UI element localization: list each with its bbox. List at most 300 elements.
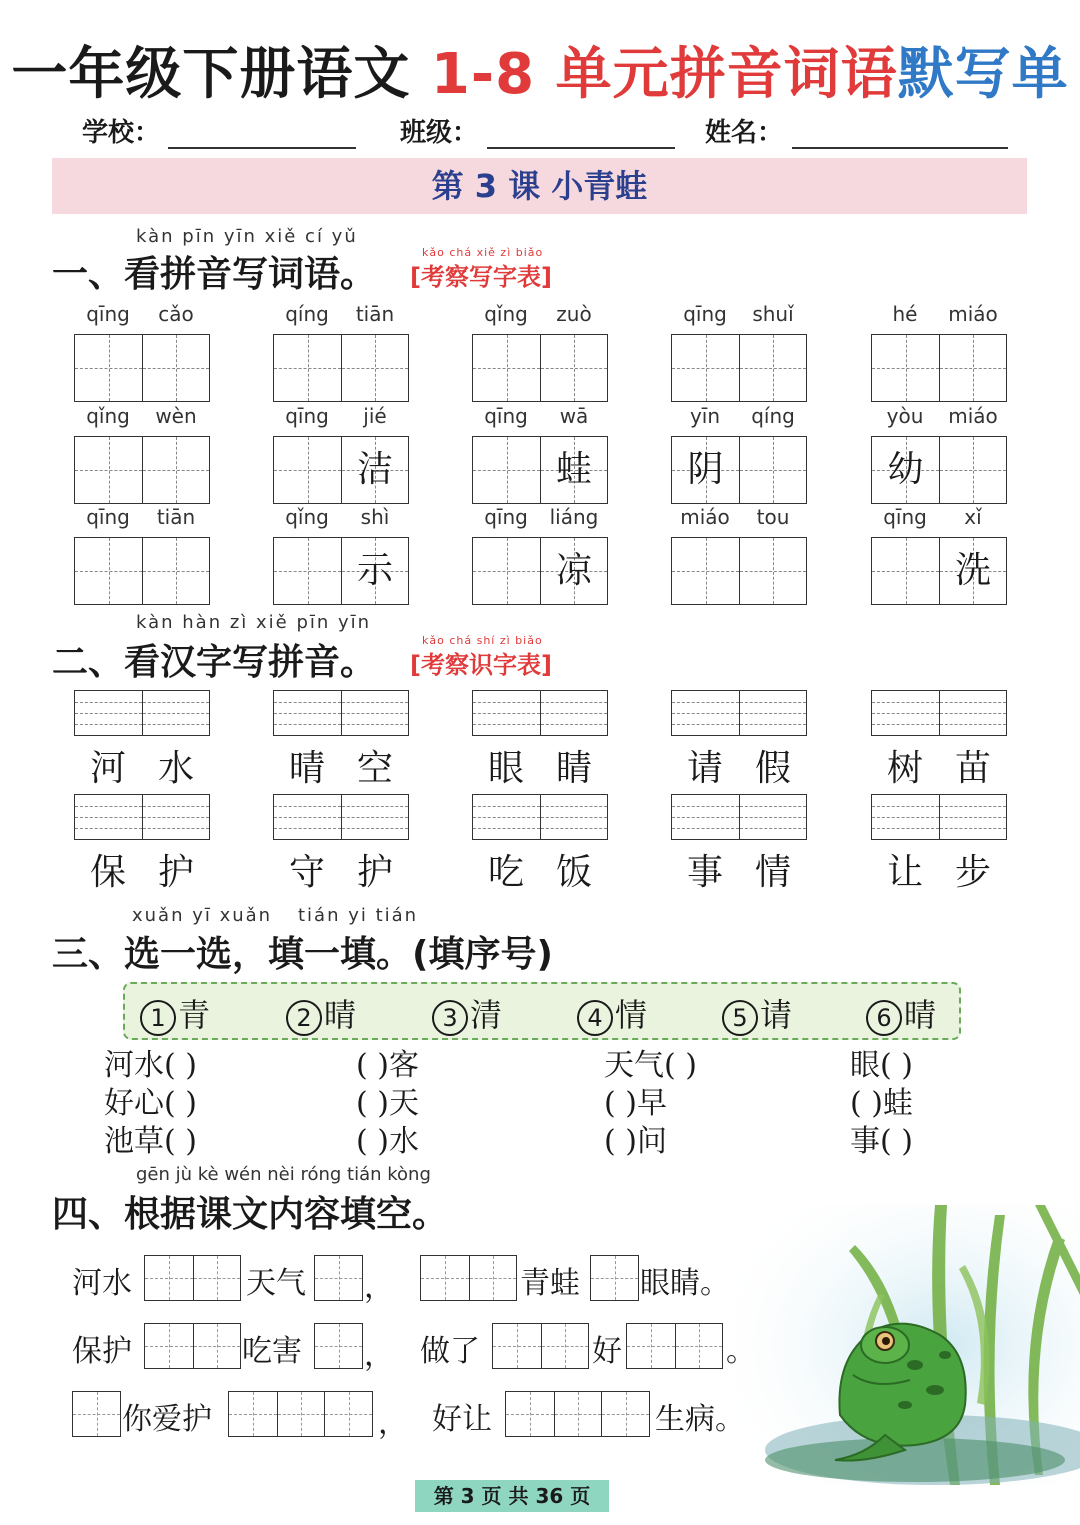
tianzige-box[interactable] — [871, 537, 1007, 605]
pinyin-syllable: qīng — [285, 404, 329, 428]
pinyin-syllable: qíng — [285, 302, 329, 326]
given-character — [143, 335, 209, 401]
hanzi-character: 假 — [754, 748, 791, 789]
word-item — [74, 302, 210, 402]
guide-line — [940, 724, 1006, 725]
option-character: 青 — [178, 996, 211, 1034]
answer-box[interactable] — [144, 1323, 241, 1369]
tianzige-cell[interactable] — [274, 538, 341, 604]
given-character: 凉 — [555, 550, 592, 591]
guide-line — [740, 724, 806, 725]
pinyin-syllable: qīng — [86, 505, 130, 529]
tianzige-cell[interactable] — [872, 538, 939, 604]
given-character — [473, 538, 540, 604]
tianzige-cell[interactable] — [473, 437, 540, 503]
answer-cell[interactable] — [493, 1324, 541, 1368]
answer-cell[interactable] — [675, 1324, 723, 1368]
pinyin-write-box[interactable] — [871, 690, 1007, 736]
word-item — [871, 404, 1007, 504]
pinyin-syllable: qīng — [883, 505, 927, 529]
answer-cell[interactable] — [554, 1392, 602, 1436]
hanzi-character: 树 — [886, 748, 923, 789]
tianzige-box[interactable] — [273, 334, 409, 402]
option-item — [722, 990, 792, 1036]
guide-line — [274, 724, 341, 725]
section1-note: [考察写字表] — [410, 263, 552, 291]
class-line[interactable] — [487, 147, 675, 149]
answer-box[interactable] — [228, 1391, 373, 1437]
answer-cell[interactable] — [541, 1324, 589, 1368]
option-item — [140, 990, 210, 1036]
word-item — [74, 505, 210, 605]
fill-blank-item[interactable]: ( )客 — [356, 1048, 419, 1083]
given-character — [872, 335, 939, 401]
guide-line — [473, 713, 540, 714]
tianzige-box[interactable] — [671, 537, 807, 605]
guide-line — [274, 713, 341, 714]
given-character — [274, 437, 341, 503]
pinyin-syllable: miáo — [948, 404, 998, 428]
given-character: 示 — [356, 550, 393, 591]
answer-box[interactable] — [626, 1323, 723, 1369]
pinyin-write-cell[interactable] — [739, 795, 806, 839]
answer-cell[interactable] — [469, 1256, 517, 1300]
pinyin-write-cell[interactable] — [142, 795, 209, 839]
pinyin-write-cell[interactable] — [939, 691, 1006, 735]
pinyin-syllable: qīng — [484, 505, 528, 529]
tianzige-cell[interactable] — [540, 335, 607, 401]
answer-cell[interactable] — [145, 1256, 193, 1300]
hanzi-character: 请 — [686, 748, 723, 789]
page-title — [0, 30, 1080, 110]
tianzige-cell[interactable] — [274, 437, 341, 503]
guide-line — [75, 702, 142, 703]
hanzi-character: 护 — [157, 852, 194, 893]
guide-line — [940, 806, 1006, 807]
sentence-text: 吃害 — [242, 1334, 302, 1369]
pinyin-write-cell[interactable] — [341, 795, 408, 839]
guide-line — [75, 713, 142, 714]
option-character: 晴 — [324, 996, 357, 1034]
given-character: 洁 — [356, 449, 393, 490]
pinyin-syllable: qīng — [86, 302, 130, 326]
tianzige-cell[interactable] — [142, 335, 209, 401]
name-label: 姓名： — [705, 118, 784, 148]
pinyin-pair — [273, 302, 409, 332]
guide-line — [143, 817, 209, 818]
tianzige-cell[interactable] — [872, 437, 939, 503]
pinyin-write-box[interactable] — [74, 794, 210, 840]
tianzige-cell[interactable] — [739, 437, 806, 503]
answer-cell[interactable] — [421, 1256, 469, 1300]
name-line[interactable] — [792, 147, 1008, 149]
pinyin-write-cell[interactable] — [872, 691, 939, 735]
hanzi-character: 护 — [356, 852, 393, 893]
tianzige-cell[interactable] — [341, 437, 408, 503]
tianzige-box[interactable] — [472, 334, 608, 402]
pinyin-syllable: miáo — [680, 505, 730, 529]
word-item — [273, 505, 409, 605]
tianzige-cell[interactable] — [739, 335, 806, 401]
answer-cell[interactable] — [506, 1392, 554, 1436]
page-footer: 第 3 页 共 36 页 — [415, 1480, 609, 1512]
pinyin-write-box[interactable] — [472, 794, 608, 840]
guide-line — [872, 828, 939, 829]
pinyin-write-cell[interactable] — [939, 795, 1006, 839]
tianzige-cell[interactable] — [540, 437, 607, 503]
pinyin-write-box[interactable] — [273, 794, 409, 840]
word-item — [273, 404, 409, 504]
guide-line — [940, 713, 1006, 714]
option-item — [286, 990, 356, 1036]
tianzige-cell[interactable] — [739, 538, 806, 604]
given-character — [274, 335, 341, 401]
fill-blank-item[interactable]: ( )蛙 — [850, 1086, 913, 1121]
tianzige-cell[interactable] — [672, 437, 739, 503]
guide-line — [541, 713, 607, 714]
guide-line — [75, 806, 142, 807]
school-label: 学校： — [82, 118, 161, 148]
guide-line — [541, 702, 607, 703]
given-character — [473, 437, 540, 503]
sentence-text: 河水 — [72, 1266, 132, 1301]
pinyin-syllable: wā — [559, 404, 589, 428]
tianzige-cell[interactable] — [75, 538, 142, 604]
tianzige-cell[interactable] — [939, 538, 1006, 604]
class-label: 班级： — [400, 118, 479, 148]
sentence-text: 保护 — [72, 1334, 132, 1369]
pinyin-pair — [273, 404, 409, 434]
guide-line — [473, 702, 540, 703]
guide-line — [342, 828, 408, 829]
guide-line — [940, 828, 1006, 829]
pinyin-syllable: wèn — [155, 404, 197, 428]
pinyin-syllable: qǐng — [484, 302, 528, 326]
pinyin-pair — [871, 505, 1007, 535]
pinyin-syllable: zuò — [556, 302, 592, 326]
answer-cell[interactable] — [601, 1392, 649, 1436]
answer-cell[interactable] — [229, 1392, 277, 1436]
hanzi-character: 水 — [157, 748, 194, 789]
section3-pinyin-2: tián yi tián — [298, 905, 419, 926]
guide-line — [672, 702, 739, 703]
section3-pinyin-1: xuǎn yī xuǎn — [132, 905, 273, 926]
tianzige-cell[interactable] — [872, 335, 939, 401]
pinyin-write-cell[interactable] — [473, 795, 540, 839]
word-item — [472, 404, 608, 504]
pinyin-pair — [273, 505, 409, 535]
given-character — [473, 335, 540, 401]
pinyin-syllable: shuǐ — [752, 302, 794, 326]
guide-line — [143, 724, 209, 725]
given-character — [872, 538, 939, 604]
guide-line — [872, 713, 939, 714]
hanzi-character: 让 — [886, 852, 923, 893]
guide-line — [342, 713, 408, 714]
answer-box[interactable] — [72, 1391, 121, 1437]
fill-blank-item[interactable]: 天气( ) — [604, 1048, 697, 1083]
fill-blank-item[interactable]: ( )早 — [604, 1086, 667, 1121]
pinyin-syllable: miáo — [948, 302, 998, 326]
given-character — [143, 437, 209, 503]
guide-line — [541, 817, 607, 818]
answer-cell[interactable] — [145, 1324, 193, 1368]
pinyin-write-box[interactable] — [273, 690, 409, 736]
guide-line — [740, 713, 806, 714]
pinyin-syllable: liáng — [549, 505, 599, 529]
option-item — [866, 990, 936, 1036]
tianzige-cell[interactable] — [672, 538, 739, 604]
guide-line — [75, 828, 142, 829]
answer-cell[interactable] — [193, 1256, 241, 1300]
pinyin-pair — [871, 302, 1007, 332]
guide-line — [274, 702, 341, 703]
given-character — [342, 335, 408, 401]
guide-line — [342, 817, 408, 818]
guide-line — [672, 817, 739, 818]
given-character: 蛙 — [555, 449, 592, 490]
tianzige-cell[interactable] — [939, 437, 1006, 503]
tianzige-box[interactable] — [472, 436, 608, 504]
answer-box[interactable] — [505, 1391, 650, 1437]
section1-title: 一、看拼音写词语。 — [52, 254, 377, 295]
pinyin-write-cell[interactable] — [672, 691, 739, 735]
word-item — [671, 505, 807, 605]
pinyin-write-cell[interactable] — [75, 691, 142, 735]
guide-line — [75, 817, 142, 818]
pinyin-syllable: cǎo — [158, 302, 194, 326]
fill-blank-item[interactable]: ( )问 — [604, 1124, 667, 1159]
pinyin-pair — [472, 302, 608, 332]
tianzige-cell[interactable] — [473, 335, 540, 401]
sentence-text: 生病。 — [655, 1402, 745, 1437]
fill-blank-item[interactable]: 好心( ) — [104, 1086, 197, 1121]
word-item — [472, 505, 608, 605]
frog-illustration — [735, 1205, 1080, 1485]
pinyin-syllable: jié — [363, 404, 387, 428]
answer-cell[interactable] — [193, 1324, 241, 1368]
pinyin-write-box[interactable] — [671, 794, 807, 840]
option-number: 2 — [286, 1000, 322, 1036]
given-character — [75, 335, 142, 401]
guide-line — [75, 724, 142, 725]
section3-title: 三、选一选，填一填。(填序号) — [52, 934, 553, 975]
guide-line — [342, 806, 408, 807]
tianzige-box[interactable] — [74, 537, 210, 605]
section2-pinyin: kàn hàn zì xiě pīn yīn — [136, 612, 372, 633]
pinyin-syllable: qǐng — [285, 505, 329, 529]
pinyin-write-cell[interactable] — [142, 691, 209, 735]
given-character — [274, 538, 341, 604]
answer-cell[interactable] — [277, 1392, 325, 1436]
word-item — [273, 302, 409, 402]
tianzige-box[interactable] — [74, 334, 210, 402]
pinyin-write-cell[interactable] — [672, 795, 739, 839]
hanzi-character: 眼 — [487, 748, 524, 789]
word-item — [74, 404, 210, 504]
pinyin-write-cell[interactable] — [872, 795, 939, 839]
given-character — [940, 437, 1006, 503]
guide-line — [872, 702, 939, 703]
guide-line — [143, 828, 209, 829]
answer-cell[interactable] — [73, 1392, 120, 1436]
guide-line — [940, 817, 1006, 818]
guide-line — [740, 828, 806, 829]
tianzige-box[interactable] — [671, 436, 807, 504]
tianzige-cell[interactable] — [939, 335, 1006, 401]
tianzige-cell[interactable] — [341, 335, 408, 401]
tianzige-cell[interactable] — [75, 335, 142, 401]
fill-blank-item[interactable]: 事( ) — [850, 1124, 913, 1159]
given-character — [740, 538, 806, 604]
pinyin-pair — [871, 404, 1007, 434]
pinyin-pair — [74, 302, 210, 332]
tianzige-cell[interactable] — [75, 437, 142, 503]
tianzige-cell[interactable] — [672, 335, 739, 401]
sentence-text: 做了 — [420, 1334, 480, 1369]
pinyin-pair — [74, 505, 210, 535]
hanzi-character: 河 — [89, 748, 126, 789]
pinyin-syllable: tiān — [355, 302, 395, 326]
option-character: 清 — [470, 996, 503, 1034]
tianzige-cell[interactable] — [540, 538, 607, 604]
guide-line — [143, 702, 209, 703]
hanzi-character: 守 — [288, 852, 325, 893]
word-item — [472, 302, 608, 402]
answer-cell[interactable] — [315, 1256, 362, 1300]
pinyin-syllable: tou — [756, 505, 790, 529]
fill-blank-item[interactable]: ( )天 — [356, 1086, 419, 1121]
tianzige-box[interactable] — [273, 537, 409, 605]
guide-line — [473, 817, 540, 818]
pinyin-syllable: yīn — [689, 404, 721, 428]
tianzige-box[interactable] — [472, 537, 608, 605]
guide-line — [541, 828, 607, 829]
pinyin-write-cell[interactable] — [473, 691, 540, 735]
section2-note: [考察识字表] — [410, 651, 552, 679]
section1-note-pinyin: kǎo chá xiě zì biǎo — [422, 246, 544, 259]
fill-blank-item[interactable]: ( )水 — [356, 1124, 419, 1159]
option-number: 5 — [722, 1000, 758, 1036]
pinyin-pair — [74, 404, 210, 434]
guide-line — [872, 817, 939, 818]
pinyin-write-cell[interactable] — [739, 691, 806, 735]
tianzige-cell[interactable] — [341, 538, 408, 604]
pinyin-write-box[interactable] — [671, 690, 807, 736]
pinyin-pair — [472, 404, 608, 434]
pinyin-write-box[interactable] — [472, 690, 608, 736]
answer-box[interactable] — [314, 1323, 363, 1369]
school-line[interactable] — [168, 147, 356, 149]
guide-line — [940, 702, 1006, 703]
tianzige-cell[interactable] — [142, 538, 209, 604]
guide-line — [143, 713, 209, 714]
section1-pinyin: kàn pīn yīn xiě cí yǔ — [136, 226, 358, 247]
guide-line — [473, 828, 540, 829]
sentence-text: 。 — [726, 1334, 756, 1369]
pinyin-pair — [472, 505, 608, 535]
pinyin-syllable: qíng — [751, 404, 795, 428]
guide-line — [342, 702, 408, 703]
given-character: 阴 — [687, 449, 724, 490]
tianzige-box[interactable] — [273, 436, 409, 504]
tianzige-box[interactable] — [74, 436, 210, 504]
pinyin-write-cell[interactable] — [75, 795, 142, 839]
title-part2: 1-8 单元拼音词语 — [430, 42, 898, 107]
tianzige-box[interactable] — [671, 334, 807, 402]
word-item — [671, 404, 807, 504]
sentence-text: ， — [364, 1338, 394, 1373]
pinyin-pair — [671, 302, 807, 332]
tianzige-cell[interactable] — [274, 335, 341, 401]
guide-line — [672, 806, 739, 807]
fill-blank-item[interactable]: 池草( ) — [104, 1124, 197, 1159]
tianzige-box[interactable] — [871, 334, 1007, 402]
guide-line — [143, 806, 209, 807]
guide-line — [740, 702, 806, 703]
title-part3: 默写单 — [897, 42, 1069, 107]
pinyin-write-box[interactable] — [74, 690, 210, 736]
answer-cell[interactable] — [591, 1256, 638, 1300]
tianzige-cell[interactable] — [142, 437, 209, 503]
pinyin-write-cell[interactable] — [274, 691, 341, 735]
hanzi-character: 保 — [89, 852, 126, 893]
given-character — [740, 437, 806, 503]
answer-box[interactable] — [492, 1323, 589, 1369]
given-character: 幼 — [887, 449, 924, 490]
fill-blank-item[interactable]: 眼( ) — [850, 1048, 913, 1083]
option-number: 3 — [432, 1000, 468, 1036]
hanzi-character: 晴 — [288, 748, 325, 789]
answer-cell[interactable] — [324, 1392, 372, 1436]
hanzi-character: 步 — [954, 852, 991, 893]
option-character: 请 — [760, 996, 793, 1034]
given-character — [940, 335, 1006, 401]
option-number: 1 — [140, 1000, 176, 1036]
pinyin-write-cell[interactable] — [540, 691, 607, 735]
guide-line — [740, 817, 806, 818]
guide-line — [473, 806, 540, 807]
tianzige-box[interactable] — [871, 436, 1007, 504]
sentence-text: ， — [378, 1406, 408, 1441]
answer-cell[interactable] — [315, 1324, 362, 1368]
answer-box[interactable] — [314, 1255, 363, 1301]
guide-line — [473, 724, 540, 725]
sentence-text: 青蛙 — [520, 1266, 580, 1301]
option-character: 晴 — [904, 996, 937, 1034]
answer-box[interactable] — [420, 1255, 517, 1301]
pinyin-write-cell[interactable] — [341, 691, 408, 735]
given-character — [75, 437, 142, 503]
title-part1: 一年级下册语文 — [11, 42, 411, 107]
pinyin-write-cell[interactable] — [540, 795, 607, 839]
pinyin-write-cell[interactable] — [274, 795, 341, 839]
pinyin-write-box[interactable] — [871, 794, 1007, 840]
tianzige-cell[interactable] — [473, 538, 540, 604]
answer-cell[interactable] — [627, 1324, 675, 1368]
sentence-text: 眼睛。 — [640, 1266, 730, 1301]
pinyin-syllable: qīng — [683, 302, 727, 326]
answer-box[interactable] — [144, 1255, 241, 1301]
answer-box[interactable] — [590, 1255, 639, 1301]
fill-blank-item[interactable]: 河水( ) — [104, 1048, 197, 1083]
sentence-text: 你爱护 — [122, 1402, 212, 1437]
guide-line — [541, 806, 607, 807]
given-character — [740, 335, 806, 401]
sentence-text: ， — [364, 1270, 394, 1305]
hanzi-character: 事 — [686, 852, 723, 893]
section4-pinyin: gēn jù kè wén nèi róng tián kòng — [136, 1164, 431, 1185]
